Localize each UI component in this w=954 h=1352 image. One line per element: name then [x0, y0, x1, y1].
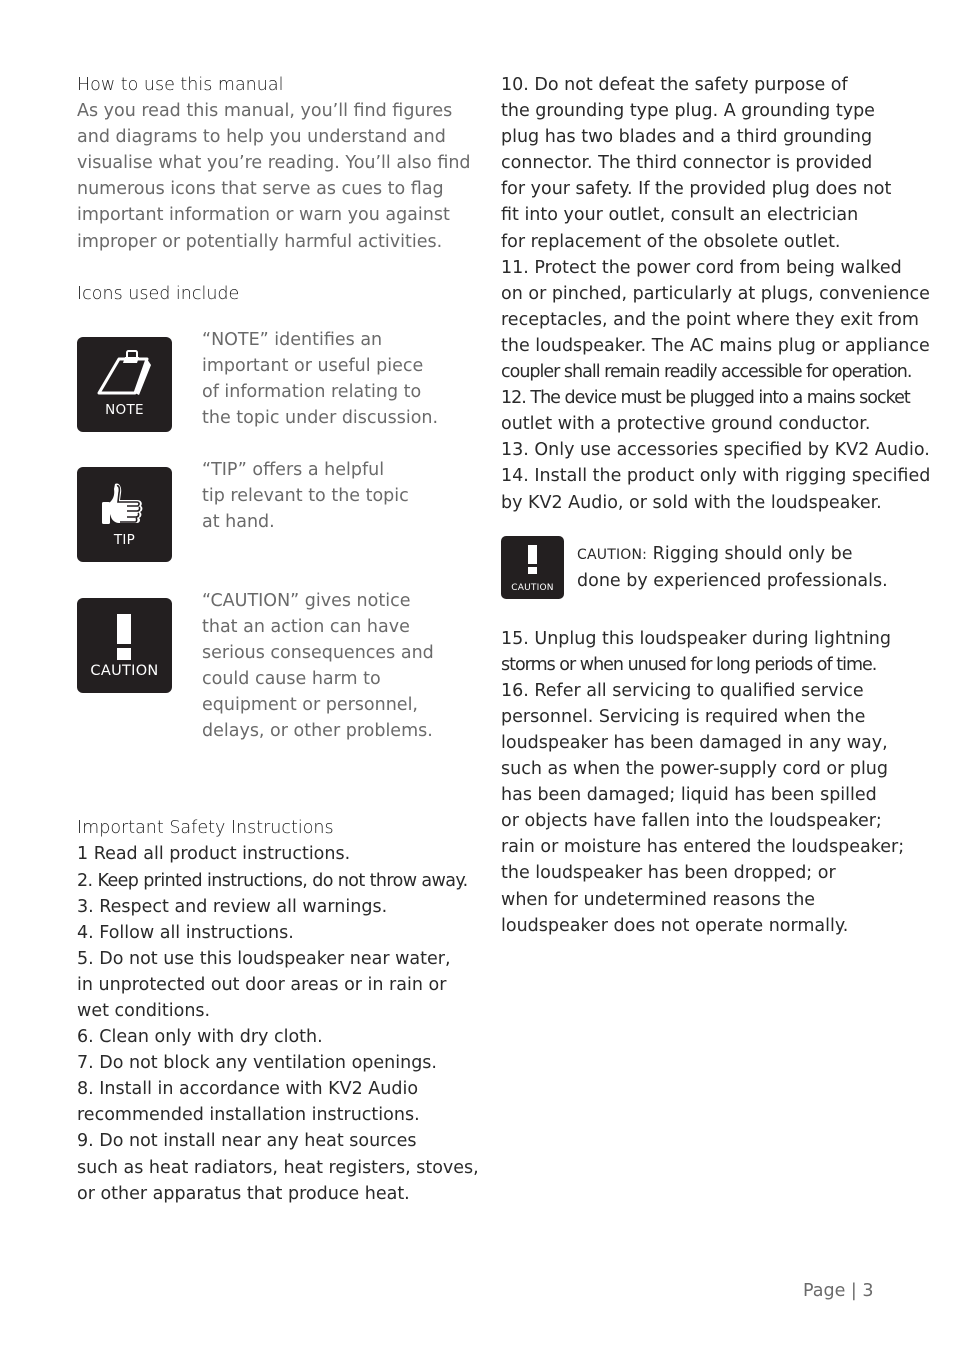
safety-list — [77, 841, 479, 1206]
safety-line: wet conditions. — [77, 1000, 211, 1021]
note-legend — [77, 329, 457, 432]
safety-line: on or pinched, particularly at plugs, convenience — [501, 283, 930, 304]
safety-line: 14. Install the product only with rigging specified — [501, 466, 931, 487]
safety-line: or other apparatus that produce heat. — [77, 1183, 410, 1204]
tip-line: tip relevant to the topic — [202, 485, 409, 506]
safety-line: 9. Do not install near any heat sources — [77, 1131, 417, 1152]
safety-line: receptacles, and the point where they exit from — [501, 309, 919, 330]
right-column — [501, 72, 931, 939]
safety-line: by KV2 Audio, or sold with the loudspeaker. — [501, 492, 882, 513]
tip-description — [202, 457, 409, 535]
tip-line: “TIP” offers a helpful — [202, 459, 385, 480]
rigging-caution-text — [577, 541, 888, 594]
manual-line: and diagrams to help you understand and — [77, 127, 446, 148]
caution-line: done by experienced professionals. — [577, 570, 888, 591]
safety-line: 7. Do not block any ventilation openings. — [77, 1053, 437, 1074]
safety-line: connector. The third connector is provided — [501, 153, 873, 174]
left-column — [77, 72, 479, 1207]
safety-line: 13. Only use accessories specified by KV2 Audio. — [501, 440, 930, 461]
caution-line: could cause harm to — [202, 669, 381, 690]
safety-line: 2. Keep printed instructions, do not throw away. — [77, 870, 468, 891]
safety-line: or objects have fallen into the loudspeaker; — [501, 811, 882, 832]
icons-heading: Icons used include — [77, 283, 240, 304]
manual-line: important information or warn you against — [77, 205, 450, 226]
safety-line: the loudspeaker has been dropped; or — [501, 863, 836, 884]
thumbs-up-icon — [77, 467, 172, 562]
safety-line: for your safety. If the provided plug does not — [501, 179, 892, 200]
note-line: important or useful piece — [202, 355, 424, 376]
manual-heading: How to use this manual — [77, 75, 284, 95]
safety-line: for replacement of the obsolete outlet. — [501, 231, 841, 252]
manual-line: As you read this manual, you’ll find figures — [77, 101, 453, 122]
tip-icon-label: TIP — [113, 531, 136, 548]
manual-line: visualise what you’re reading. You’ll also find — [77, 153, 471, 174]
tip-line: at hand. — [202, 511, 275, 532]
safety-line: outlet with a protective ground conductor. — [501, 414, 871, 435]
note-icon — [77, 337, 172, 432]
safety-line: 12. The device must be plugged into a mains socket — [501, 388, 910, 409]
manual-line: numerous icons that serve as cues to flag — [77, 179, 444, 200]
caution-prefix: CAUTION: — [577, 546, 648, 563]
caution-line: that an action can have — [202, 616, 410, 637]
safety-line: such as when the power-supply cord or plug — [501, 759, 889, 780]
safety-line: loudspeaker does not operate normally. — [501, 915, 849, 936]
note-line: the topic under discussion. — [202, 408, 439, 429]
safety-line: 11. Protect the power cord from being walked — [501, 257, 902, 278]
safety-line: 3. Respect and review all warnings. — [77, 896, 388, 917]
safety-line: 4. Follow all instructions. — [77, 922, 294, 943]
safety-line: plug has two blades and a third grounding — [501, 127, 873, 148]
caution-icon-label: CAUTION — [511, 582, 554, 593]
tip-legend — [77, 459, 457, 562]
safety-line: 8. Install in accordance with KV2 Audio — [77, 1079, 419, 1100]
page-number: Page | 3 — [803, 1281, 874, 1301]
caution-description — [202, 588, 434, 745]
caution-line: equipment or personnel, — [202, 695, 418, 716]
caution-line: “CAUTION” gives notice — [202, 590, 411, 611]
safety-line: loudspeaker has been damaged in any way, — [501, 732, 888, 753]
note-icon-label: NOTE — [105, 401, 144, 418]
safety-line: 5. Do not use this loudspeaker near water, — [77, 948, 451, 969]
caution-legend — [77, 590, 457, 745]
note-line: of information relating to — [202, 381, 422, 402]
safety-line: storms or when unused for long periods of time. — [501, 654, 877, 675]
safety-line: such as heat radiators, heat registers, stoves, — [77, 1157, 479, 1178]
exclamation-icon — [77, 598, 172, 693]
safety-heading: Important Safety Instructions — [77, 818, 334, 839]
manual-paragraph — [77, 98, 471, 255]
safety-line: 1 Read all product instructions. — [77, 844, 351, 865]
safety-line: fit into your outlet, consult an electrician — [501, 205, 859, 226]
safety-list-continued — [501, 72, 931, 516]
note-line: “NOTE” identifies an — [202, 329, 383, 350]
safety-line: 15. Unplug this loudspeaker during lightning — [501, 628, 891, 649]
safety-line: recommended installation instructions. — [77, 1105, 420, 1126]
safety-line: coupler shall remain readily accessible for operation. — [501, 362, 912, 383]
caution-line: delays, or other problems. — [202, 721, 433, 742]
safety-line: personnel. Servicing is required when the — [501, 706, 866, 727]
safety-list-continued-2 — [501, 626, 905, 939]
rigging-caution — [501, 536, 901, 599]
caution-line: serious consequences and — [202, 642, 434, 663]
safety-line: the grounding type plug. A grounding type — [501, 101, 875, 122]
safety-line: has been damaged; liquid has been spilled — [501, 785, 877, 806]
exclamation-icon — [501, 536, 564, 599]
safety-line: 6. Clean only with dry cloth. — [77, 1027, 323, 1048]
safety-line: rain or moisture has entered the loudspeaker; — [501, 837, 905, 858]
caution-line: Rigging should only be — [652, 543, 853, 564]
safety-line: 10. Do not defeat the safety purpose of — [501, 75, 848, 95]
caution-icon-label: CAUTION — [90, 662, 159, 679]
safety-line: in unprotected out door areas or in rain or — [77, 974, 447, 995]
safety-line: the loudspeaker. The AC mains plug or appliance — [501, 335, 930, 356]
safety-line: 16. Refer all servicing to qualified service — [501, 680, 864, 701]
manual-line: improper or potentially harmful activities. — [77, 231, 443, 252]
safety-line: when for undetermined reasons the — [501, 889, 816, 910]
note-description — [202, 327, 438, 431]
